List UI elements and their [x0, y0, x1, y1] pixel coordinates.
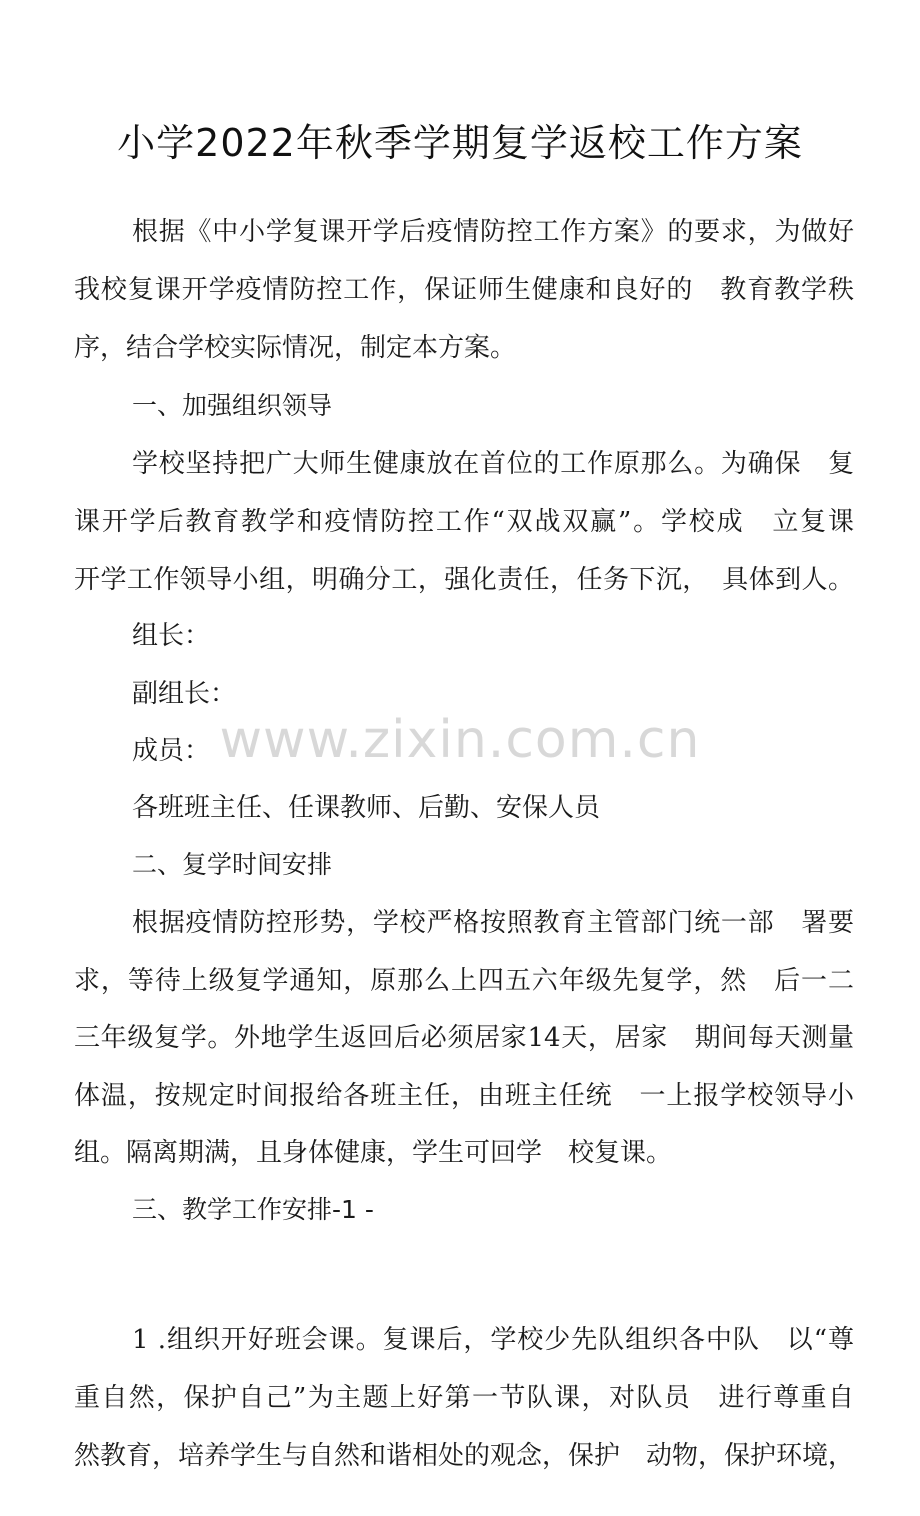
section-3-heading: 三、教学工作安排-1 - — [132, 1195, 374, 1224]
section-1-line-1: 学校坚持把广大师生健康放在首位的工作原那么。为确保 复 — [132, 449, 854, 479]
section-2-line-4: 体温，按规定时间报给各班主任，由班主任统 一上报学校领导小 — [74, 1081, 854, 1111]
intro-line-1: 根据《中小学复课开学后疫情防控工作方案》的要求，为做好 — [132, 217, 854, 247]
item-1-line-2: 重自然，保护自己”为主题上好第一节队课，对队员 进行尊重自 — [74, 1383, 854, 1413]
section-1-line-3: 开学工作领导小组，明确分工，强化责任，任务下沉， 具体到人。 — [74, 565, 854, 595]
item-1-line-1: 1 .组织开好班会课。复课后，学校少先队组织各中队 以“尊 — [132, 1325, 854, 1355]
document-title: 小学2022年秋季学期复学返校工作方案 — [117, 121, 803, 165]
section-1-heading: 一、加强组织领导 — [132, 391, 333, 420]
section-2-heading: 二、复学时间安排 — [132, 850, 333, 879]
section-2-line-3: 三年级复学。外地学生返回后必须居家14天，居家 期间每天测量 — [74, 1023, 854, 1053]
section-2-line-1: 根据疫情防控形势，学校严格按照教育主管部门统一部 署要 — [132, 908, 854, 938]
members-label: 成员： — [132, 736, 211, 766]
watermark-text: www.zixin.com.cn — [219, 710, 701, 770]
intro-line-3: 序，结合学校实际情况，制定本方案。 — [74, 333, 517, 363]
item-1-line-3: 然教育，培养学生与自然和谐相处的观念，保护 动物，保护环境， — [74, 1441, 855, 1471]
staff-list: 各班班主任、任课教师、后勤、安保人员 — [132, 793, 601, 823]
section-1-line-2: 课开学后教育教学和疫情防控工作“双战双赢”。学校成 立复课 — [74, 507, 854, 537]
section-2-line-2: 求，等待上级复学通知，原那么上四五六年级先复学，然 后一二 — [74, 966, 854, 996]
intro-line-2: 我校复课开学疫情防控工作，保证师生健康和良好的 教育教学秩 — [74, 275, 854, 305]
section-2-line-5: 组。隔离期满，且身体健康，学生可回学 校复课。 — [74, 1138, 673, 1168]
leader-label: 组长： — [132, 621, 211, 651]
deputy-leader-label: 副组长： — [132, 679, 237, 709]
